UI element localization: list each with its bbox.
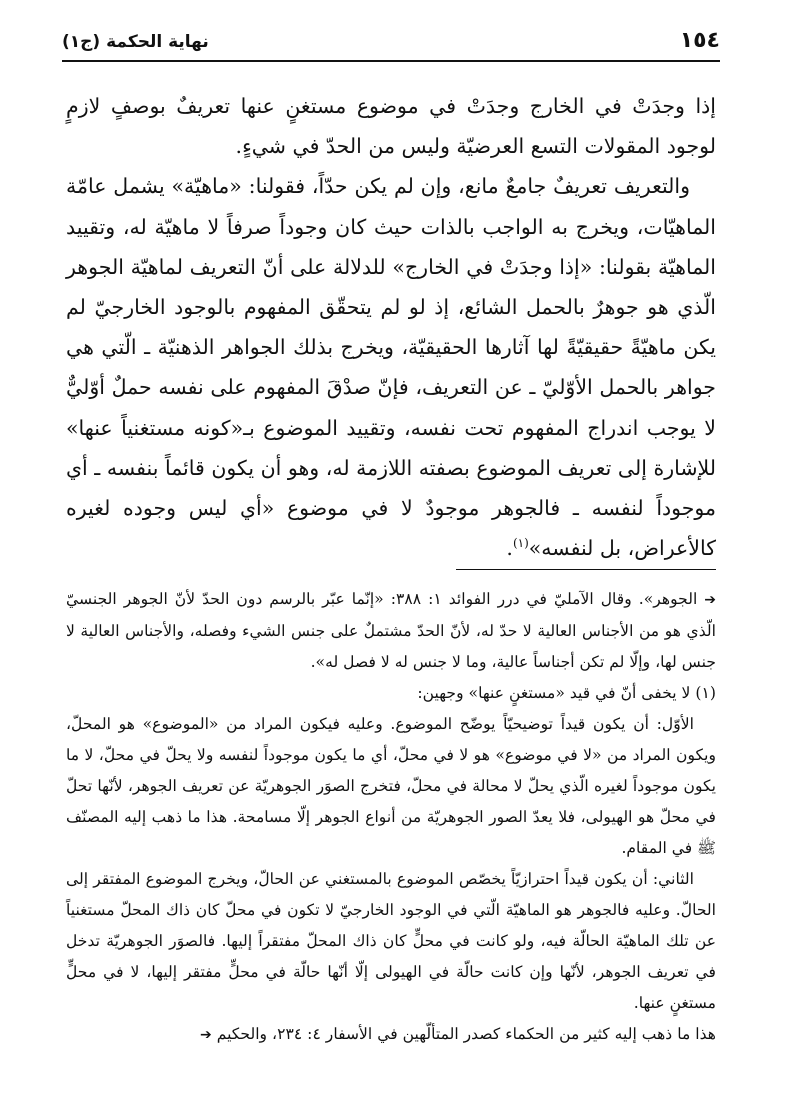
footnote-second-view: الثاني: أن يكون قيداً احترازيّاً يخصّص الموضوع بالمستغني عن الحالّ، ويخرج الموضوع المفتقر إلى الحالّ. وعليه فالجوهر هو الماهيّة الّتي في الوجود الخارجيّ لا تكون في محلّ كان ذاك المحلّ مستغنياً عن تلك الماهيّة الحالّة فيه، ولو كانت في محلٍّ كان ذاك المحلّ مفتقراً إليها. فالصوَر الجوهريّة تدخل في تعريف الجوهر، لأنّها وإن كانت حالّة في الهيولى إلّا أنّها حالّة في محلٍّ مفتقر إليها، لا في محلٍّ مستغنٍ عنها.: [66, 870, 716, 1012]
footnote-reference[interactable]: (١): [512, 536, 529, 551]
footnote-carryover: [66, 584, 716, 678]
footnote-1: [66, 678, 716, 709]
continuation-arrow-icon: ➔: [704, 592, 716, 608]
footnote-intro: لا يخفى أنّ في قيد «مستغنٍ عنها» وجهين:: [417, 684, 691, 702]
footnotes: [66, 584, 716, 1051]
footnote-carryover-text: الجوهر». وقال الآمليّ في درر الفوائد ١: ٣٨٨: «إنّما عبّر بالرسم دون الحدّ لأنّ الجوهر الجنسيّ الّذي هو من الأجناس العالية لا حدّ له، لأنّ الحدّ مشتملٌ على جنس الشيء وفصله، والأجناس العالية لا جنس لها، وإلّا لم تكن أجناساً عالية، وما لا جنس له لا فصل له».: [66, 590, 716, 671]
end-mark: .: [506, 536, 513, 561]
footnote-first-view: الأوّل: أن يكون قيداً توضيحيّاً يوضّح الموضوع. وعليه فيكون المراد من «الموضوع» هو المحلّ، ويكون المراد من «لا في موضوع» هو لا في محلّ، أي ما يكون موجوداً لنفسه ولا يحلّ في محلّ، لا ما يكون موجوداً لغيره الّذي يحلّ لا محالة في محلّ، فتخرج الصوَر الجوهريّة عن تعريف الجوهر، لأنّها تحلّ في محلّ هو الهيولى، فلا يعدّ الصور الجوهريّة من أنواع الجوهر إلّا مسامحة. هذا ما ذهب إليه المصنّف ﷺ في المقام.: [66, 715, 716, 857]
footnote-last-line: [66, 1019, 716, 1051]
footnote-separator: [456, 569, 716, 570]
main-text: [66, 86, 716, 568]
page-number: ١٥٤: [679, 28, 720, 53]
paragraph: [66, 166, 716, 568]
paragraph: إذا وجدَتْ في الخارج وجدَتْ في موضوع مستغنٍ عنها تعريفٌ بوصفٍ لازمٍ لوجود المقولات التسع العرضيّة وليس من الحدّ في شيءٍ.: [66, 94, 716, 159]
continuation-arrow-icon: ➔: [200, 1027, 212, 1043]
footnote-number: (١): [695, 684, 716, 702]
page-header: [62, 26, 720, 62]
paragraph-text: والتعريف تعريفٌ جامعٌ مانع، وإن لم يكن حدّاً، فقولنا: «ماهيّة» يشمل عامّة الماهيّات، ويخرج به الواجب بالذات حيث كان وجوداً صرفاً لا ماهيّة له، وتقييد الماهيّة بقولنا: «إذا وجدَتْ في الخارج» للدلالة على أنّ التعريف لماهيّة الجوهر الّذي هو جوهرٌ بالحمل الشائع، إذ لو لم يتحقّق المفهوم بالوجود الخارجيّ لم يكن ماهيّةً حقيقيّةً لها آثارها الحقيقيّة، ويخرج بذلك الجواهر الذهنيّة ـ الّتي هي جواهر بالحمل الأوّليّ ـ عن التعريف، فإنّ صدْقَ المفهوم على نفسه حملٌ أوّليٌّ لا يوجب اندراج المفهوم تحت نفسه، وتقييد الموضوع بـ«كونه مستغنياً عنها» للإشارة إلى تعريف الموضوع بصفته اللازمة له، وهو أن يكون قائماً بنفسه ـ أي موجوداً لنفسه ـ فالجوهر موجودٌ لا في موضوع «أي ليس وجوده لغيره كالأعراض، بل لنفسه»: [66, 174, 716, 561]
book-title: نهاية الحكمة (ج١): [62, 32, 209, 52]
footnote-last-text: هذا ما ذهب إليه كثير من الحكماء كصدر المتألّهين في الأسفار ٤: ٢٣٤، والحكيم: [216, 1025, 716, 1043]
